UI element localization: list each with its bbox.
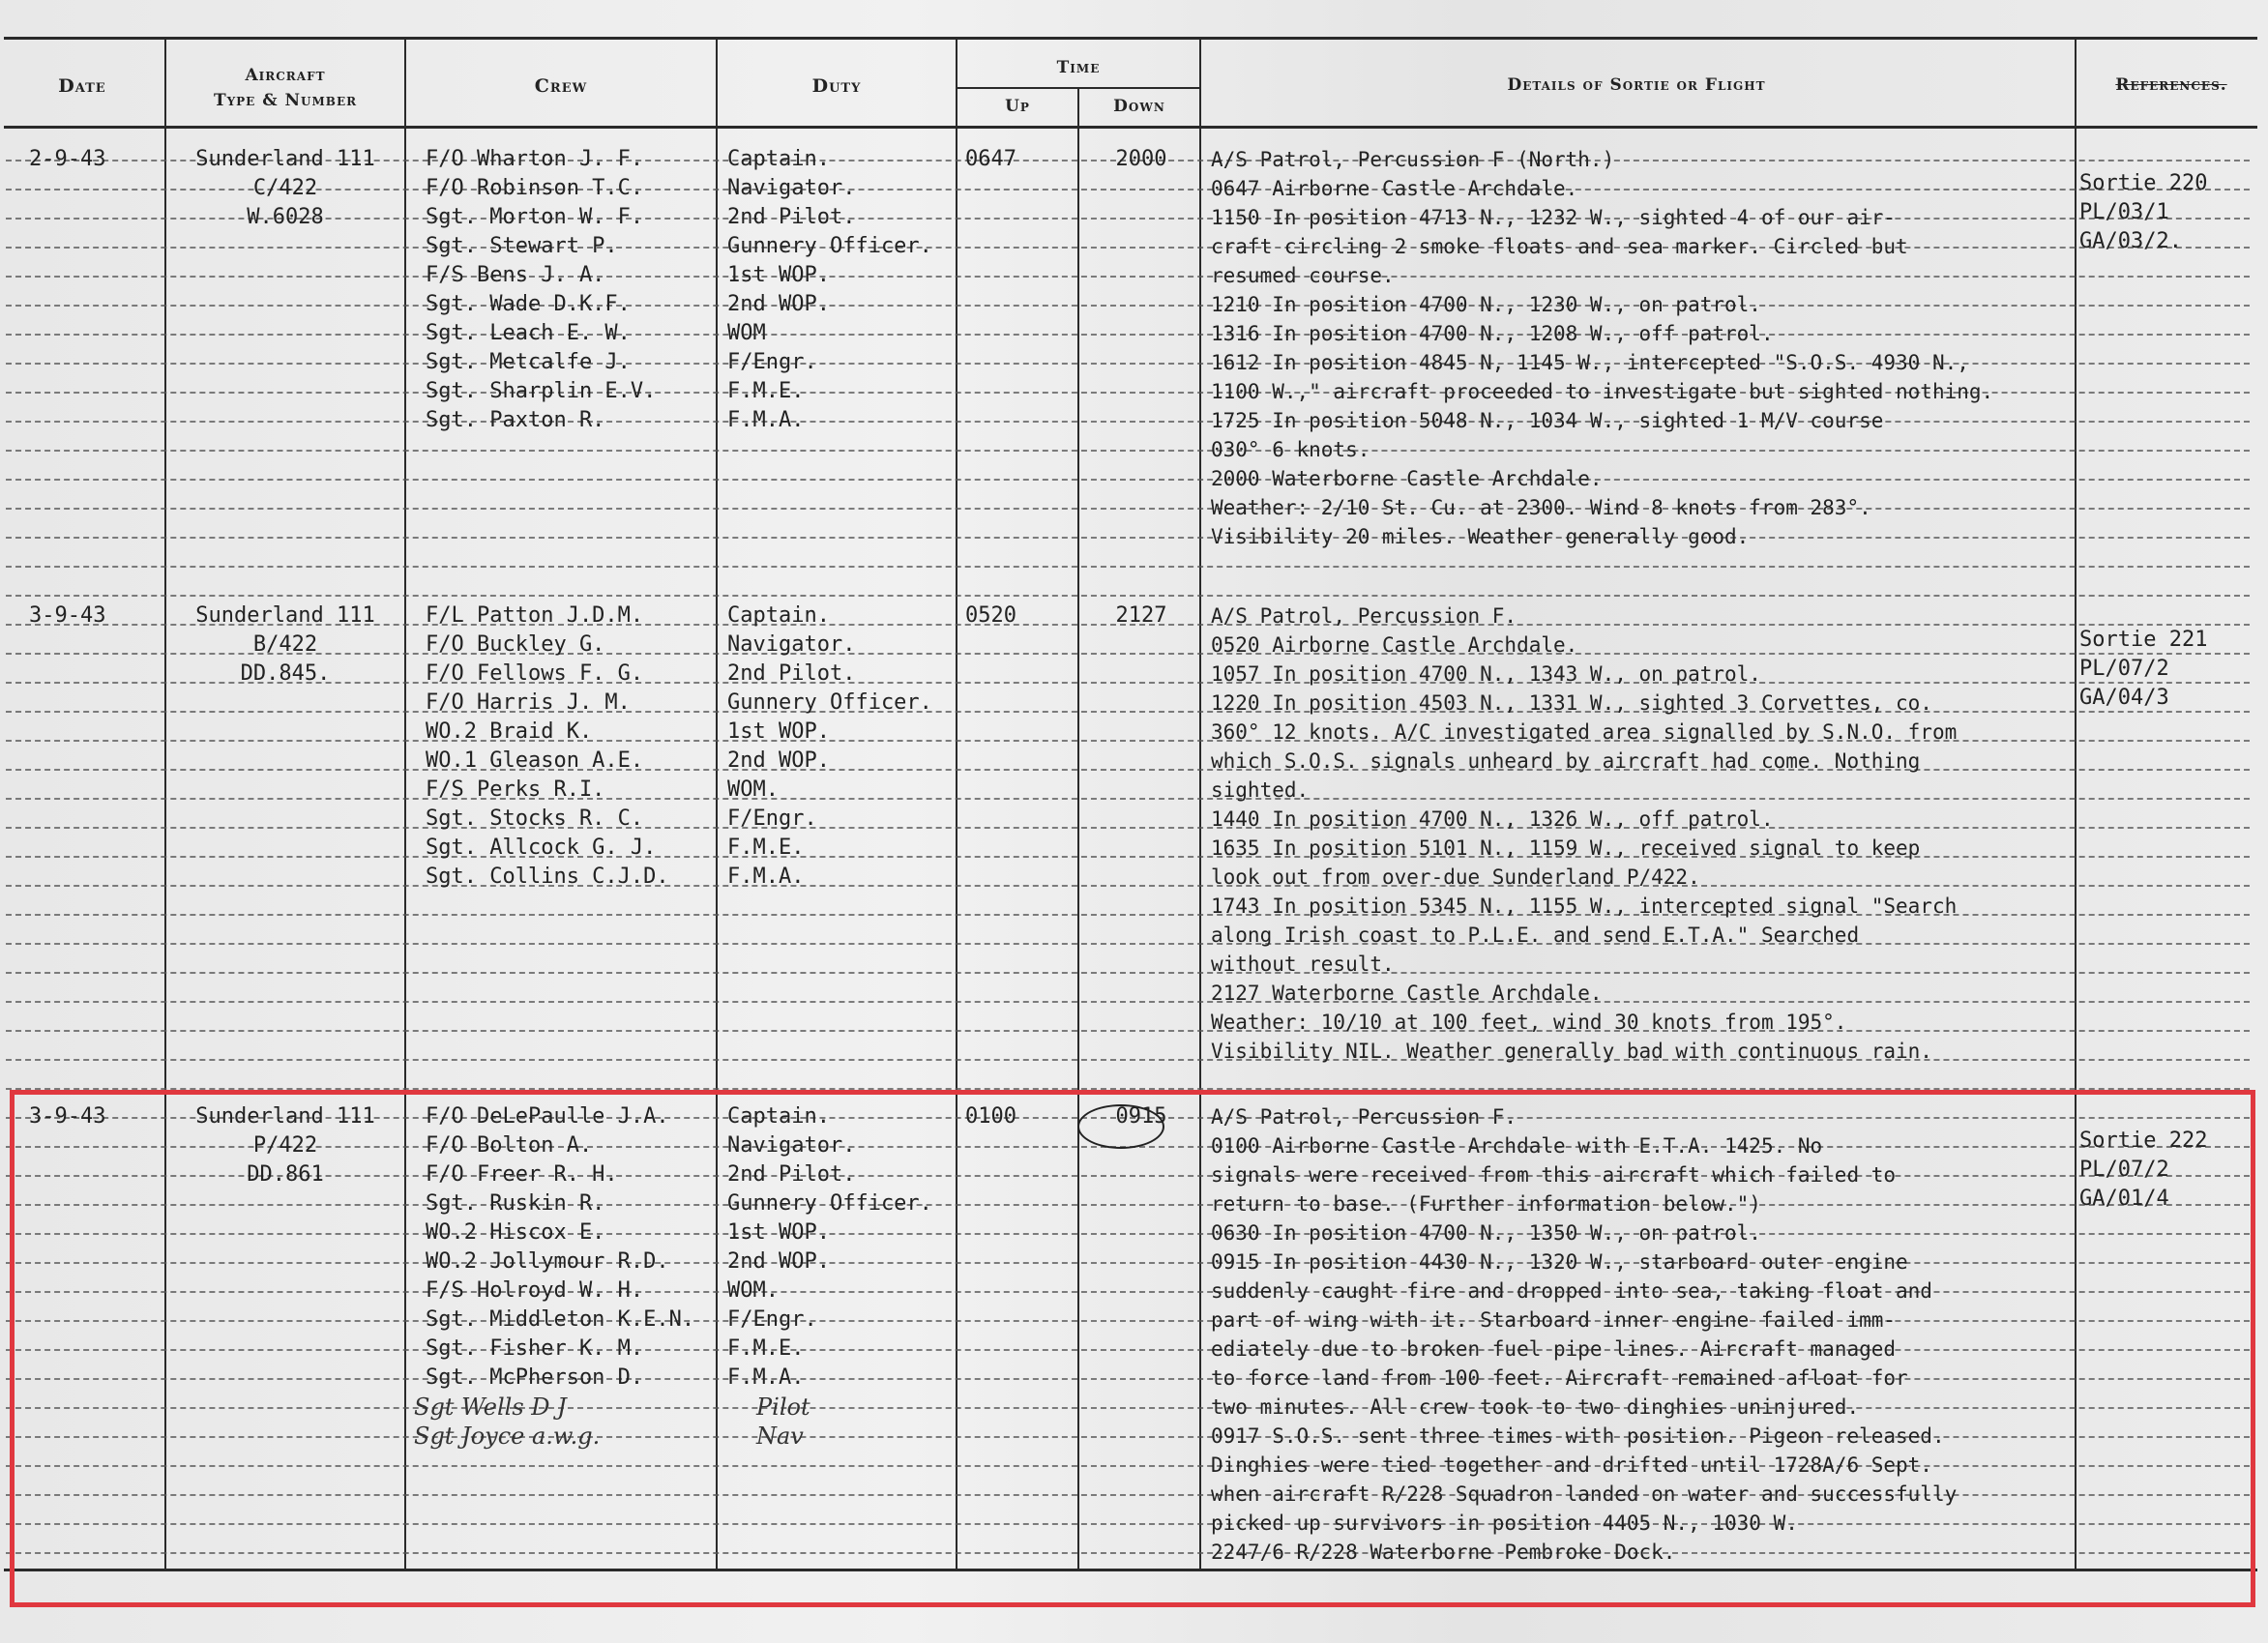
entry-details-line: 1612 In position 4845 N, 1145 W., intercepted "S.O.S. 4930 N., <box>1211 351 1969 374</box>
entry-crew-line: Sgt. Stewart P. <box>426 234 618 258</box>
entry-details-line: A/S Patrol, Percussion F. <box>1211 1105 1517 1129</box>
entry-crew <box>426 601 716 892</box>
entry-details-line: 0917 S.O.S. sent three times with position. Pigeon released. <box>1211 1424 1945 1448</box>
entry-date-line: 2-9-43 <box>29 147 106 171</box>
entry-references-line: Sortie 222 <box>2079 1129 2208 1153</box>
ruled-line <box>6 566 2250 568</box>
entry-details-line: 2000 Waterborne Castle Archdale. <box>1211 467 1603 490</box>
entry-duty-line: Captain. <box>727 1104 830 1129</box>
entry-details-line: 1725 In position 5048 N., 1034 W., sighted 1 M/V course <box>1211 409 1884 432</box>
entry-references-line: GA/04/3 <box>2079 686 2169 710</box>
entry-duty-line: F/Engr. <box>727 807 817 831</box>
entry-aircraft-line: DD.861 <box>247 1162 324 1187</box>
entry-date-line: 3-9-43 <box>29 603 106 628</box>
entry-references <box>2079 626 2263 713</box>
entry-details-line: Weather: 2/10 St. Cu. at 2300. Wind 8 knots from 283°. <box>1211 496 1871 519</box>
entry-details-line: 1150 In position 4713 N., 1232 W., sighted 4 of our air- <box>1211 206 1897 229</box>
entry-up-line: 0100 <box>965 1104 1016 1129</box>
entry-duty-line: 1st WOP. <box>727 1220 830 1245</box>
entry-references-line: GA/01/4 <box>2079 1187 2169 1211</box>
entry-duty-line: 2nd WOP. <box>727 1249 830 1274</box>
ruled-line <box>6 595 2250 597</box>
entry-crew-line: F/L Patton J.D.M. <box>426 603 644 628</box>
entry-duty-line: Navigator. <box>727 176 856 200</box>
entry-details-line: signals were received from this aircraft which failed to <box>1211 1163 1897 1187</box>
entry-crew-line: F/O Buckley G. <box>426 632 605 657</box>
entry-details-line: 1316 In position 4700 N., 1208 W., off patrol. <box>1211 322 1774 345</box>
entry-aircraft-line: B/422 <box>252 632 318 657</box>
header-date: Date <box>58 75 106 97</box>
entry-up <box>965 601 1072 631</box>
entry-details-line: look out from over-due Sunderland P/422. <box>1211 866 1700 889</box>
header-duty: Duty <box>811 75 862 97</box>
entry-up-line: 0647 <box>965 147 1016 171</box>
entry-duty-line: WOM. <box>727 777 779 802</box>
highlighted-entry-box <box>10 1090 2255 1607</box>
entry-duty-line: WOM. <box>727 1278 779 1303</box>
entry-aircraft-line: DD.845. <box>240 661 331 686</box>
entry-details-line: 0630 In position 4700 N., 1350 W., on patrol. <box>1211 1221 1761 1245</box>
entry-crew-line: Sgt. Metcalfe J. <box>426 350 631 374</box>
entry-down-line: 2000 <box>1115 147 1167 171</box>
header-time-down: Down <box>1113 97 1165 116</box>
entry-crew-line: F/O Harris J. M. <box>426 690 631 715</box>
entry-crew-line: F/O Robinson T.C. <box>426 176 644 200</box>
entry-crew-line: WO.2 Braid K. <box>426 719 593 744</box>
entry-references-line: PL/07/2 <box>2079 657 2169 681</box>
entry-aircraft-line: C/422 <box>252 176 318 200</box>
entry-details-line: 0915 In position 4430 N., 1320 W., starboard outer engine <box>1211 1250 1908 1274</box>
header-details: Details of Sortie or Flight <box>1507 75 1766 95</box>
entry-details-line: Weather: 10/10 at 100 feet, wind 30 knots from 195°. <box>1211 1011 1847 1034</box>
entry-details-line: to force land from 100 feet. Aircraft remained afloat for <box>1211 1366 1908 1390</box>
entry-details-line: without result. <box>1211 953 1395 976</box>
entry-duty-line: 2nd WOP. <box>727 748 830 773</box>
entry-details-line: 360° 12 knots. A/C investigated area signalled by S.N.O. from <box>1211 720 1958 744</box>
entry-crew-line: WO.1 Gleason A.E. <box>426 748 644 773</box>
entry-duty-line: 2nd WOP. <box>727 292 830 316</box>
entry-references-line: PL/03/1 <box>2079 200 2169 224</box>
entry-details <box>1211 601 2072 1066</box>
entry-details-line: 1220 In position 4503 N., 1331 W., sighted 3 Corvettes, co. <box>1211 691 1932 715</box>
header-aircraft-line1: Aircraft <box>245 66 326 85</box>
entry-references-line: Sortie 221 <box>2079 628 2208 652</box>
entry-details-line: craft circling 2 smoke floats and sea marker. Circled but <box>1211 235 1908 258</box>
entry-crew-line: F/O DeLePaulle J.A. <box>426 1104 669 1129</box>
entry-duty-line: F/Engr. <box>727 1307 817 1332</box>
entry-details-line: Visibility NIL. Weather generally bad with continuous rain. <box>1211 1040 1932 1063</box>
entry-duty-line: 2nd Pilot. <box>727 1162 856 1187</box>
entry-date <box>29 601 160 631</box>
entry-crew <box>426 145 716 435</box>
top-rule <box>4 37 2257 40</box>
entry-duty-line: Gunnery Officer. <box>727 690 932 715</box>
entry-duty_handwritten-line: Pilot <box>756 1394 810 1421</box>
entry-duty-line: Captain. <box>727 147 830 171</box>
entry-duty-line: 2nd Pilot. <box>727 205 856 229</box>
entry-crew-line: F/O Freer R. H. <box>426 1162 618 1187</box>
entry-aircraft-line: Sunderland 111 <box>195 603 375 628</box>
entry-details-line: 0100 Airborne Castle Archdale with E.T.A. 1425. No <box>1211 1134 1823 1158</box>
entry-down <box>1087 601 1195 631</box>
entry-duty-line: 2nd Pilot. <box>727 661 856 686</box>
entry-details-line: resumed course. <box>1211 264 1395 287</box>
entry-details-line: 2247/6 R/228 Waterborne Pembroke Dock. <box>1211 1540 1676 1564</box>
entry-details-line: Visibility 20 miles. Weather generally good. <box>1211 525 1750 548</box>
entry-aircraft <box>169 145 401 232</box>
entry-references-line: GA/03/2. <box>2079 229 2182 253</box>
entry-aircraft-line: Sunderland 111 <box>195 1104 375 1129</box>
entry-up-line: 0520 <box>965 603 1016 628</box>
entry-down-line: 0915 <box>1115 1104 1167 1129</box>
entry-details-line: A/S Patrol, Percussion F (North.) <box>1211 148 1615 171</box>
header-time-up: Up <box>1005 97 1030 116</box>
entry-crew-line: Sgt. Collins C.J.D. <box>426 865 669 889</box>
entry-crew-line: Sgt. Sharplin E.V. <box>426 379 657 403</box>
entry-up <box>965 145 1072 174</box>
entry-crew-line: Sgt. Fisher K. M. <box>426 1336 644 1361</box>
entry-duty-line: F.M.A. <box>727 408 805 432</box>
entry-details-line: 1057 In position 4700 N., 1343 W., on patrol. <box>1211 662 1761 686</box>
entry-duty-line: WOM <box>727 321 766 345</box>
entry-crew_handwritten-line: Sgt Joyce a.w.g. <box>414 1423 601 1450</box>
entry-crew-line: WO.2 Hiscox E. <box>426 1220 605 1245</box>
entry-down-line: 2127 <box>1115 603 1167 628</box>
entry-crew-line: Sgt. McPherson D. <box>426 1365 644 1390</box>
header-aircraft-line2: Type & Number <box>213 91 358 110</box>
entry-aircraft-line: W.6028 <box>247 205 324 229</box>
entry-references-line: PL/07/2 <box>2079 1158 2169 1182</box>
entry-crew-line: F/S Holroyd W. H. <box>426 1278 644 1303</box>
entry-duty-line: F/Engr. <box>727 350 817 374</box>
entry-duty-line: Captain. <box>727 603 830 628</box>
entry-crew-line: Sgt. Stocks R. C. <box>426 807 644 831</box>
entry-details-line: ediately due to broken fuel pipe lines. Aircraft managed <box>1211 1337 1897 1361</box>
entry-aircraft <box>169 601 401 689</box>
entry-crew-line: F/S Bens J. A. <box>426 263 605 287</box>
entry-crew-line: WO.2 Jollymour R.D. <box>426 1249 669 1274</box>
entry-crew-line: F/O Wharton J. F. <box>426 147 644 171</box>
entry-crew-line: Sgt. Morton W. F. <box>426 205 644 229</box>
entry-aircraft-line: Sunderland 111 <box>195 147 375 171</box>
entry-details-line: sighted. <box>1211 778 1310 802</box>
entry-crew-line: Sgt. Wade D.K.F. <box>426 292 631 316</box>
entry-details-line: when aircraft R/228 Squadron landed on water and successfully <box>1211 1482 1958 1506</box>
entry-details-line: 0520 Airborne Castle Archdale. <box>1211 633 1578 657</box>
entry-references-line: Sortie 220 <box>2079 171 2208 195</box>
entry-details-line: 1635 In position 5101 N., 1159 W., received signal to keep <box>1211 836 1921 860</box>
entry-duty-line: F.M.A. <box>727 1365 805 1390</box>
entry-details <box>1211 145 2072 551</box>
entry-details-line: Dinghies were tied together and drifted until 1728A/6 Sept. <box>1211 1453 1932 1477</box>
header-references: References. <box>2115 75 2227 95</box>
header-crew: Crew <box>534 75 588 97</box>
entry-duty-line: F.M.E. <box>727 836 805 860</box>
entry-details-line: which S.O.S. signals unheard by aircraft had come. Nothing <box>1211 749 1921 773</box>
entry-date-line: 3-9-43 <box>29 1104 106 1129</box>
entry-crew-line: Sgt. Ruskin R. <box>426 1191 605 1216</box>
entry-date <box>29 145 160 174</box>
entry-details-line: 1743 In position 5345 N., 1155 W., intercepted signal "Search <box>1211 895 1958 918</box>
entry-crew-line: Sgt. Middleton K.E.N. <box>426 1307 695 1332</box>
entry-details-line: 030° 6 knots. <box>1211 438 1370 461</box>
entry-duty <box>727 145 959 435</box>
entry-references <box>2079 169 2263 256</box>
entry-aircraft-line: P/422 <box>252 1133 318 1158</box>
entry-duty-line: F.M.A. <box>727 865 805 889</box>
entry-details-line: picked up survivors in position 4405 N., 1030 W. <box>1211 1511 1798 1535</box>
header-time: Time <box>1056 58 1101 77</box>
entry-crew-line: F/O Fellows F. G. <box>426 661 644 686</box>
entry-crew-line: Sgt. Allcock G. J. <box>426 836 657 860</box>
entry-down <box>1087 145 1195 174</box>
entry-details-line: return to base. (Further information below.") <box>1211 1192 1761 1216</box>
entry-duty-line: Navigator. <box>727 632 856 657</box>
entry-crew_handwritten-line: Sgt Wells D J <box>414 1394 567 1421</box>
entry-crew-line: Sgt. Paxton R. <box>426 408 605 432</box>
entry-duty-line: 1st WOP. <box>727 263 830 287</box>
entry-crew-line: Sgt. Leach E. W. <box>426 321 631 345</box>
entry-crew-line: F/S Perks R.I. <box>426 777 605 802</box>
entry-details-line: two minutes. All crew took to two dinghies uninjured. <box>1211 1395 1860 1419</box>
entry-duty-line: 1st WOP. <box>727 719 830 744</box>
entry-details-line: 1440 In position 4700 N., 1326 W., off patrol. <box>1211 807 1774 831</box>
entry-details-line: suddenly caught fire and dropped into sea, taking float and <box>1211 1279 1932 1303</box>
entry-duty-line: Gunnery Officer. <box>727 1191 932 1216</box>
entry-duty-line: F.M.E. <box>727 1336 805 1361</box>
entry-crew-line: F/O Bolton A. <box>426 1133 593 1158</box>
header-bottom-rule <box>4 126 2257 129</box>
entry-details-line: along Irish coast to P.L.E. and send E.T.A." Searched <box>1211 924 1860 947</box>
entry-duty <box>727 601 959 892</box>
entry-details-line: 0647 Airborne Castle Archdale. <box>1211 177 1578 200</box>
entry-details-line: 1210 In position 4700 N., 1230 W., on patrol. <box>1211 293 1761 316</box>
entry-details-line: A/S Patrol, Percussion F. <box>1211 604 1517 628</box>
entry-duty-line: Navigator. <box>727 1133 856 1158</box>
entry-details-line: 2127 Waterborne Castle Archdale. <box>1211 982 1603 1005</box>
entry-details-line: 1100 W.," aircraft proceeded to investigate but sighted nothing. <box>1211 380 1994 403</box>
entry-duty_handwritten-line: Nav <box>756 1423 804 1450</box>
entry-duty-line: F.M.E. <box>727 379 805 403</box>
entry-details-line: part of wing with it. Starboard inner engine failed imm- <box>1211 1308 1897 1332</box>
entry-duty-line: Gunnery Officer. <box>727 234 932 258</box>
